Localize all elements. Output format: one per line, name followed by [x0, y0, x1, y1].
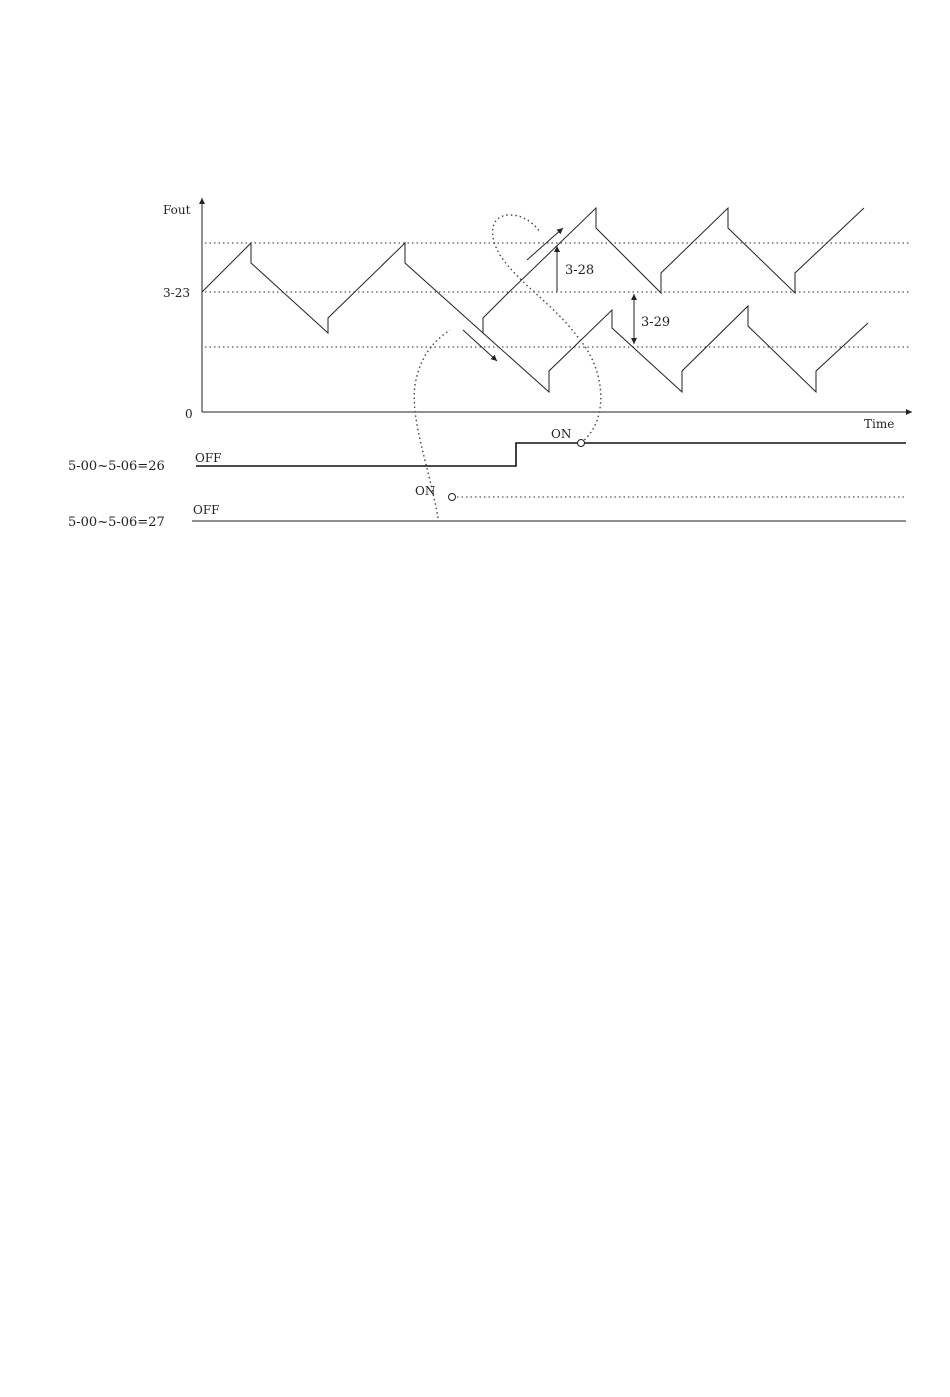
trigger-curve-26 — [493, 215, 601, 443]
signal-27-name: 5-00~5-06=27 — [68, 515, 165, 530]
y-tick-zero: 0 — [185, 407, 193, 421]
signal-26 — [68, 427, 906, 474]
fall-arrow — [463, 330, 497, 361]
axes — [163, 198, 912, 431]
direction-arrows — [463, 228, 563, 361]
waveform-shifted-down — [483, 306, 868, 392]
y-axis-label: Fout — [163, 203, 191, 217]
waveform-baseline — [202, 243, 505, 333]
rise-arrow — [527, 228, 563, 260]
signal-27-on-marker — [449, 494, 456, 501]
signal-26-on-marker — [578, 440, 585, 447]
dimension-3-29-label: 3-29 — [641, 315, 671, 330]
signal-26-trace — [196, 443, 906, 466]
signal-26-off-label: OFF — [195, 451, 222, 465]
dimension-3-28 — [557, 246, 594, 292]
trigger-curves — [414, 215, 601, 518]
output-frequency-waveform — [202, 208, 868, 392]
x-axis-label: Time — [864, 417, 895, 431]
signal-26-on-label: ON — [551, 427, 572, 441]
dimension-3-28-label: 3-28 — [565, 263, 595, 278]
signal-26-name: 5-00~5-06=26 — [68, 459, 165, 474]
signal-27 — [68, 484, 906, 530]
signal-27-on-label: ON — [415, 484, 436, 498]
waveform-shifted-up — [505, 208, 864, 296]
y-tick-center: 3-23 — [163, 286, 190, 300]
signal-27-off-label: OFF — [193, 503, 220, 517]
dimension-3-29 — [634, 294, 670, 344]
